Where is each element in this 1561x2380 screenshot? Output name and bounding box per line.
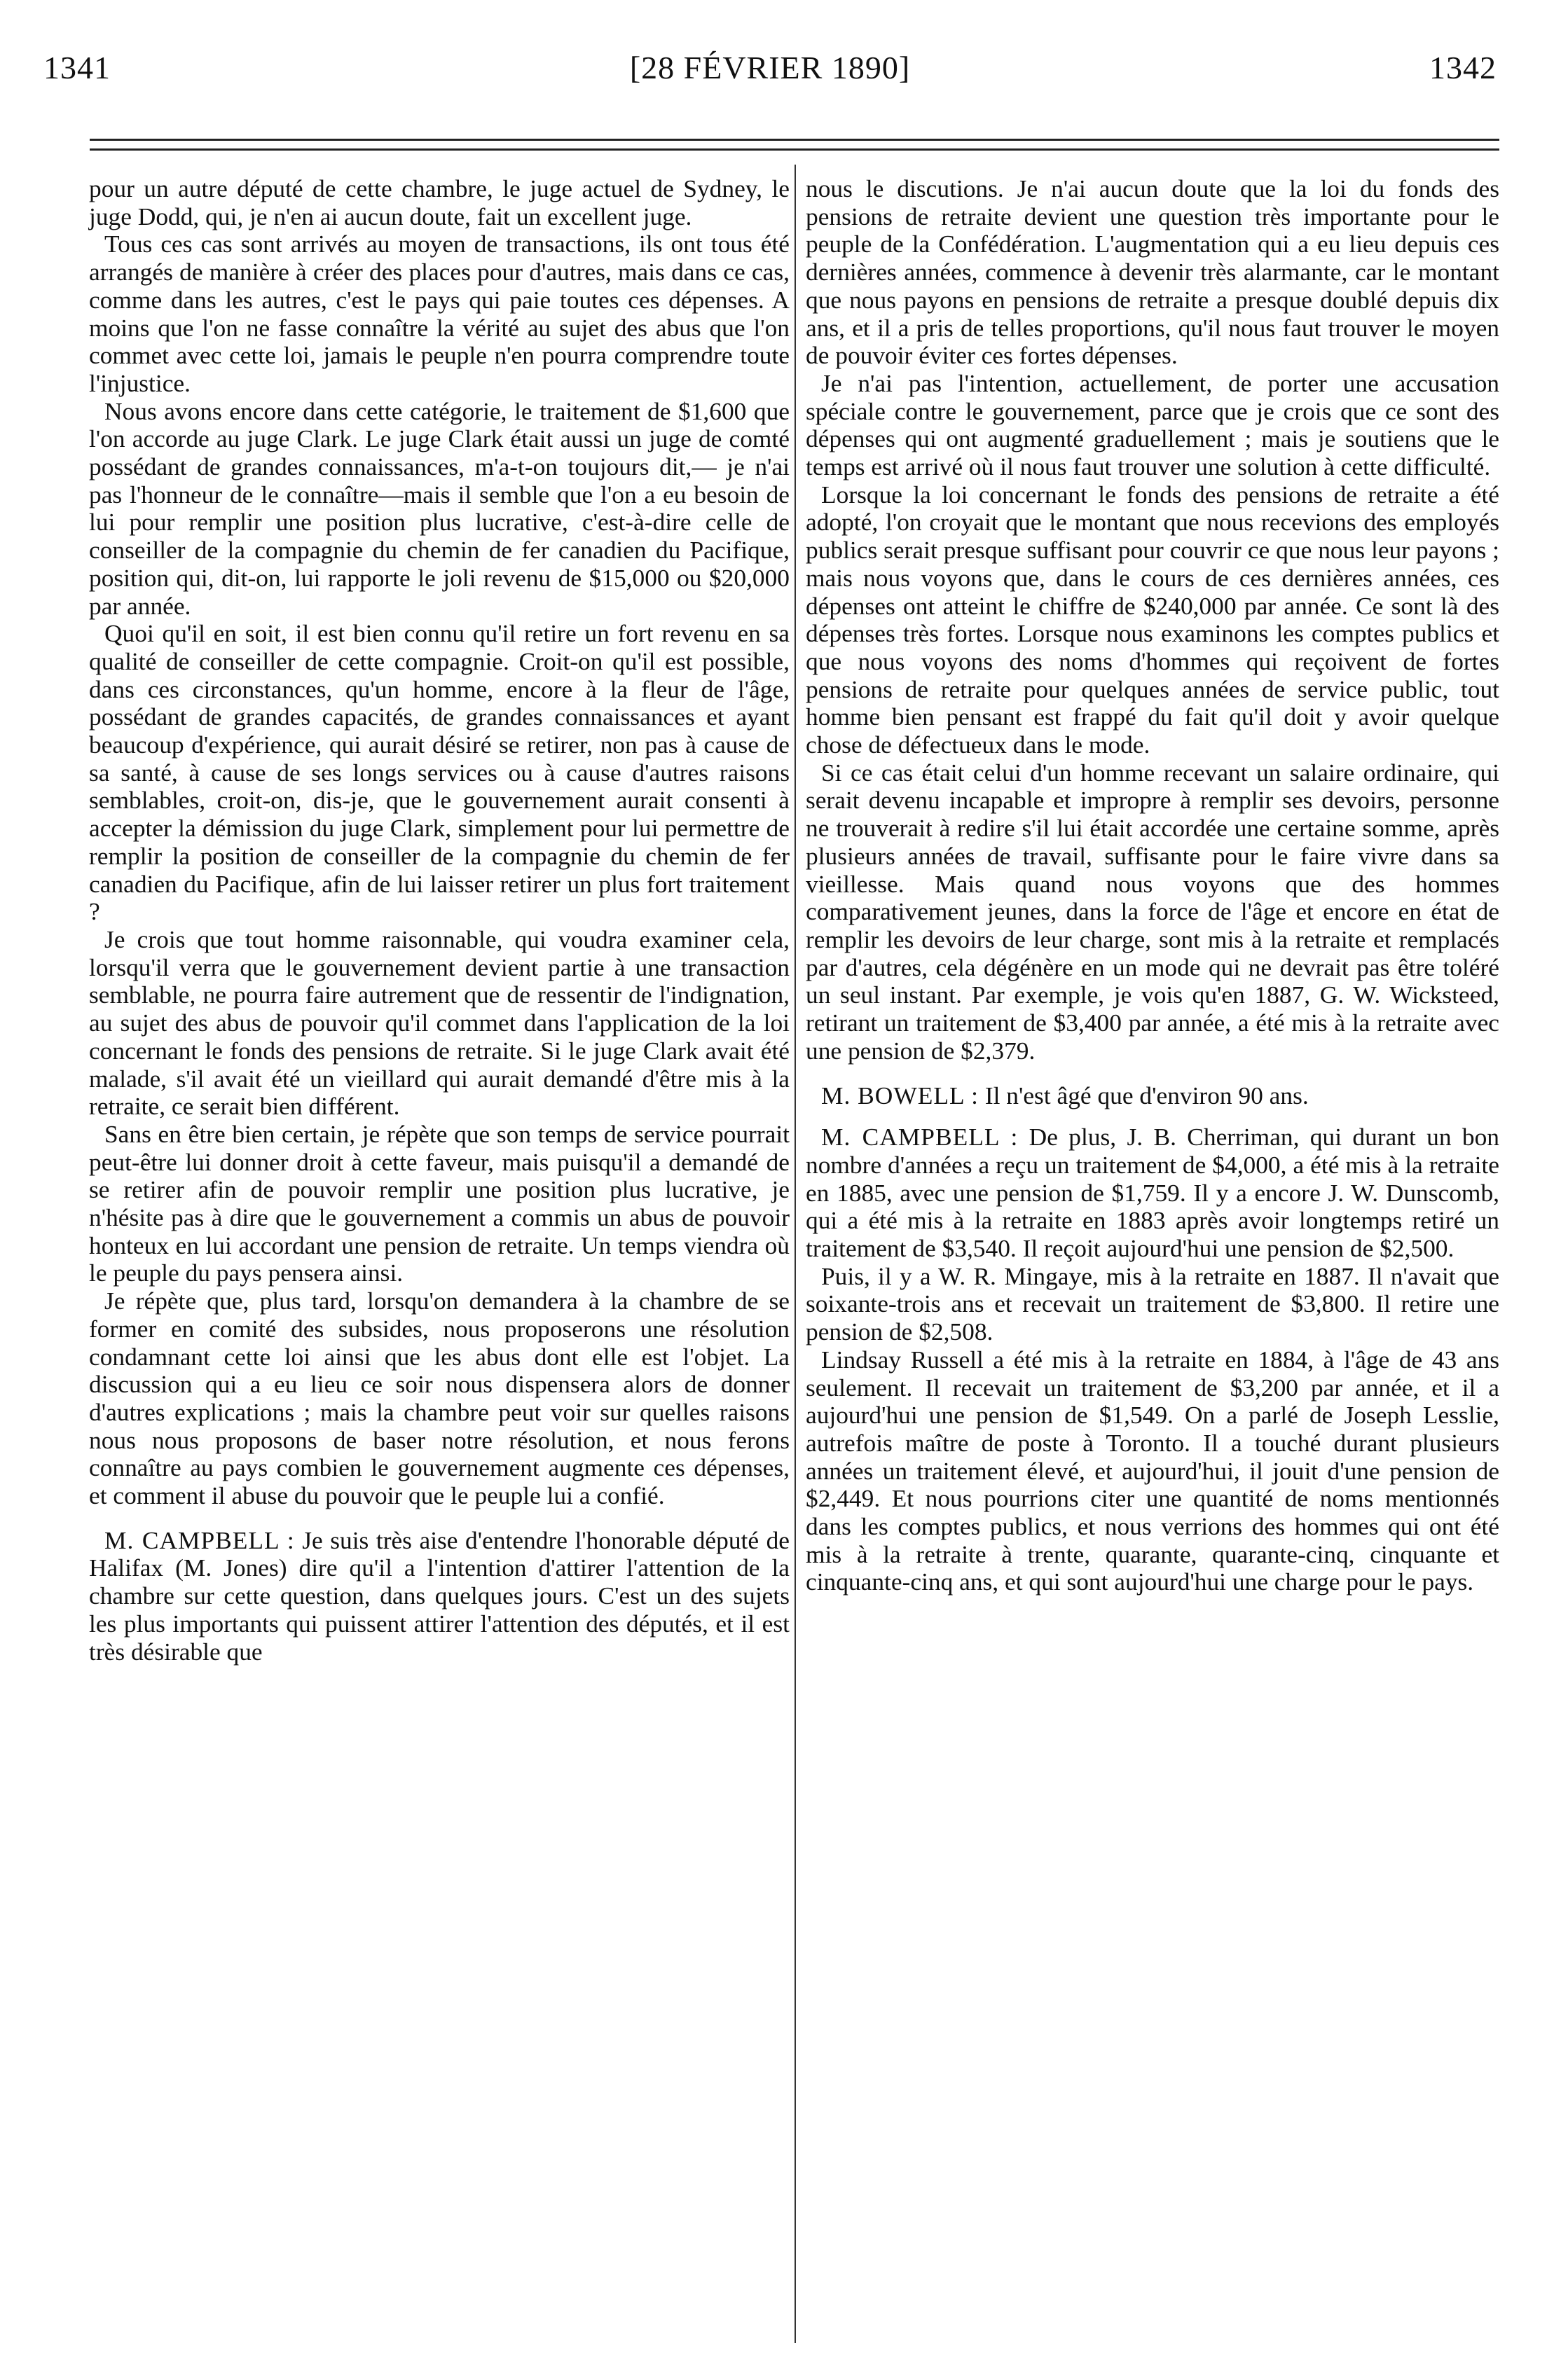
header-rule-top xyxy=(90,139,1499,141)
page-date: [28 FÉVRIER 1890] xyxy=(629,50,911,85)
paragraph: Lorsque la loi concernant le fonds des pensions de retraite a été adopté, l'on croyait que le montant que nous recevions des employés publics serait presque suffisant pour couvrir ce que nous leur payons ; mais nous voyons que, dans le cours de ces dernières années, ces dépenses ont atteint le chiffre de $240,000 par année. Ce sont là des dépenses très fortes. Lorsque nous examinons les comptes publics et que nous voyons des noms d'hommes qui reçoivent de fortes pensions de retraite pour quelques années de service public, tout homme bien pensant est frappé du fait qu'il doit y avoir quelque chose de défectueux dans le mode. xyxy=(806,480,1499,759)
paragraph: Puis, il y a W. R. Mingaye, mis à la retraite en 1887. Il n'avait que soixante-trois ans et recevait un traitement de $3,800. Il retire une pension de $2,508. xyxy=(806,1261,1499,1346)
column-separator xyxy=(795,165,796,2343)
paragraph: Si ce cas était celui d'un homme recevant un salaire ordinaire, qui serait devenu incapable et impropre à remplir ses devoirs, personne ne trouverait à redire s'il lui était accordée une certaine somme, après plusieurs années de travail, suffisante pour le faire vivre dans sa vieillesse. Mais quand nous voyons que des hommes comparativement jeunes, dans la force de l'âge et encore en état de remplir les devoirs de leur charge, sont mis à la retraite et remplacés par d'autres, cela dégénère en un mode qui ne devrait pas être toléré un seul instant. Par exemple, je vois qu'en 1887, G. W. Wicksteed, retirant un traitement de $3,400 par année, a été mis à la retraite avec une pension de $2,379. xyxy=(806,758,1499,1065)
paragraph: Sans en être bien certain, je répète que son temps de service pourrait peut-être lui donner droit à cette faveur, mais puisqu'il a demandé de se retirer afin de pouvoir remplir une position plus lucrative, je n'hésite pas à dire que le gouvernement a commis un abus de pouvoir honteux en lui accordant une pension de retraite. Un temps viendra où le peuple du pays pensera ainsi. xyxy=(89,1119,790,1287)
paragraph: pour un autre député de cette chambre, le juge actuel de Sydney, le juge Dodd, qui, je n'en ai aucun doute, fait un excellent juge. xyxy=(89,174,790,230)
paragraph: Tous ces cas sont arrivés au moyen de transactions, ils ont tous été arrangés de manière à créer des places pour d'autres, mais dans ce cas, comme dans les autres, c'est le pays qui paie toutes ces dépenses. A moins que l'on ne fasse connaître la vérité au sujet des abus que l'on commet avec cette loi, jamais le peuple n'en pourra comprendre toute l'injustice. xyxy=(89,230,790,397)
left-column xyxy=(89,175,790,1666)
page-header xyxy=(43,49,1497,105)
speech-text: Je suis très aise d'entendre l'honorable député de Halifax (M. Jones) dire qu'il a l'intention d'attirer l'attention de la chambre sur cette question, dans quelques jours. C'est un des sujets les plus importants qui puissent attirer l'attention des députés, et il est très désirable que xyxy=(89,1525,790,1666)
speaker-name: M. CAMPBELL : xyxy=(104,1525,295,1554)
speech-text: Il n'est âgé que d'environ 90 ans. xyxy=(984,1081,1309,1109)
page-number-right: 1342 xyxy=(1429,50,1497,85)
speaker-name: M. CAMPBELL : xyxy=(821,1123,1019,1151)
paragraph: Lindsay Russell a été mis à la retraite en 1884, à l'âge de 43 ans seulement. Il recevait un traitement de $3,200 par année, et il a aujourd'hui une pension de $1,549. On a parlé de Joseph Lesslie, autrefois maître de poste à Toronto. Il a touché durant plusieurs années un traitement élevé, et aujourd'hui, il jouit d'une pension de $2,449. Et nous pourrions citer une quantité de noms mentionnés dans les comptes publics, et nous verrions des hommes qui ont été mis à la retraite à trente, quarante, quarante-cinq, cinquante et cinquante-cinq ans, et qui sont aujourd'hui une charge pour le pays. xyxy=(806,1345,1499,1596)
page-number-left: 1341 xyxy=(43,50,111,85)
paragraph: nous le discutions. Je n'ai aucun doute que la loi du fonds des pensions de retraite devient une question très importante pour le peuple de la Confédération. L'augmentation qui a eu lieu depuis ces dernières années, commence à devenir très alarmante, car le montant que nous payons en pensions de retraite a presque doublé depuis dix ans, et il a pris de telles proportions, qu'il nous faut trouver le moyen de pouvoir éviter ces fortes dépenses. xyxy=(806,174,1499,370)
paragraph: Nous avons encore dans cette catégorie, le traitement de $1,600 que l'on accorde au juge Clark. Le juge Clark était aussi un juge de comté possédant de grandes connaissances, m'a-t-on toujours dit,— je n'ai pas l'honneur de le connaître—mais il semble que l'on a eu besoin de lui pour remplir une position plus lucrative, c'est-à-dire celle de conseiller de la compagnie du chemin de fer canadien du Pacifique, position qui, dit-on, lui rapporte le joli revenu de $15,000 ou $20,000 par année. xyxy=(89,396,790,620)
header-rule-bottom xyxy=(90,148,1499,151)
paragraph: Je crois que tout homme raisonnable, qui voudra examiner cela, lorsqu'il verra que le gouvernement devient partie à une transaction semblable, ne pourra faire autrement que de ressentir de l'indignation, au sujet des abus de pouvoir qu'il commet dans l'application de la loi concernant le fonds des pensions de retraite. Si le juge Clark avait été malade, s'il avait été un vieillard qui aurait demandé d'être mis à la retraite, ce serait bien différent. xyxy=(89,925,790,1121)
paragraph: Quoi qu'il en soit, il est bien connu qu'il retire un fort revenu en sa qualité de conseiller de cette compagnie. Croit-on qu'il est possible, dans ces circonstances, qu'un homme, encore à la fleur de l'âge, possédant de grandes capacités, de grandes connaissances et ayant beaucoup d'expérience, qui aurait désiré se retirer, non pas à cause de sa santé, à cause de ses longs services ou à cause d'autres raisons semblables, croit-on, dis-je, que le gouvernement aurait consenti à accepter la démission du juge Clark, simplement pour lui permettre de remplir la position de conseiller de la compagnie du chemin de fer canadien du Pacifique, afin de lui laisser retirer un plus fort traitement ? xyxy=(89,619,790,926)
speech-bowell xyxy=(806,1082,1499,1110)
speech-text: De plus, J. B. Cherriman, qui durant un bon nombre d'années a reçu un traitement de $4,000, a été mis à la retraite en 1885, avec une pension de $1,759. Il y a encore J. W. Dunscomb, qui a été mis à la retraite en 1883 après avoir longtemps retiré un traitement de $3,540. Il reçoit aujourd'hui une pension de $2,500. xyxy=(806,1123,1499,1263)
speech-campbell xyxy=(89,1527,790,1666)
speech-campbell xyxy=(806,1123,1499,1263)
right-column xyxy=(806,175,1499,1596)
paragraph: Je n'ai pas l'intention, actuellement, de porter une accusation spéciale contre le gouvernement, parce que je crois que ce sont des dépenses qui ont augmenté graduellement ; mais je soutiens que le temps est arrivé où il nous faut trouver une solution à cette difficulté. xyxy=(806,368,1499,481)
paragraph: Je répète que, plus tard, lorsqu'on demandera à la chambre de se former en comité des subsides, nous proposerons une résolution condamnant cette loi ainsi que les abus dont elle est l'objet. La discussion qui a eu lieu ce soir nous dispensera alors de donner d'autres explications ; mais la chambre peut voir sur quelles raisons nous nous proposons de baser notre résolution, et nous ferons connaître au pays combien le gouvernement augmente ces dépenses, et comment il abuse du pouvoir que le peuple lui a confié. xyxy=(89,1287,790,1510)
speaker-name: M. BOWELL : xyxy=(821,1081,979,1109)
